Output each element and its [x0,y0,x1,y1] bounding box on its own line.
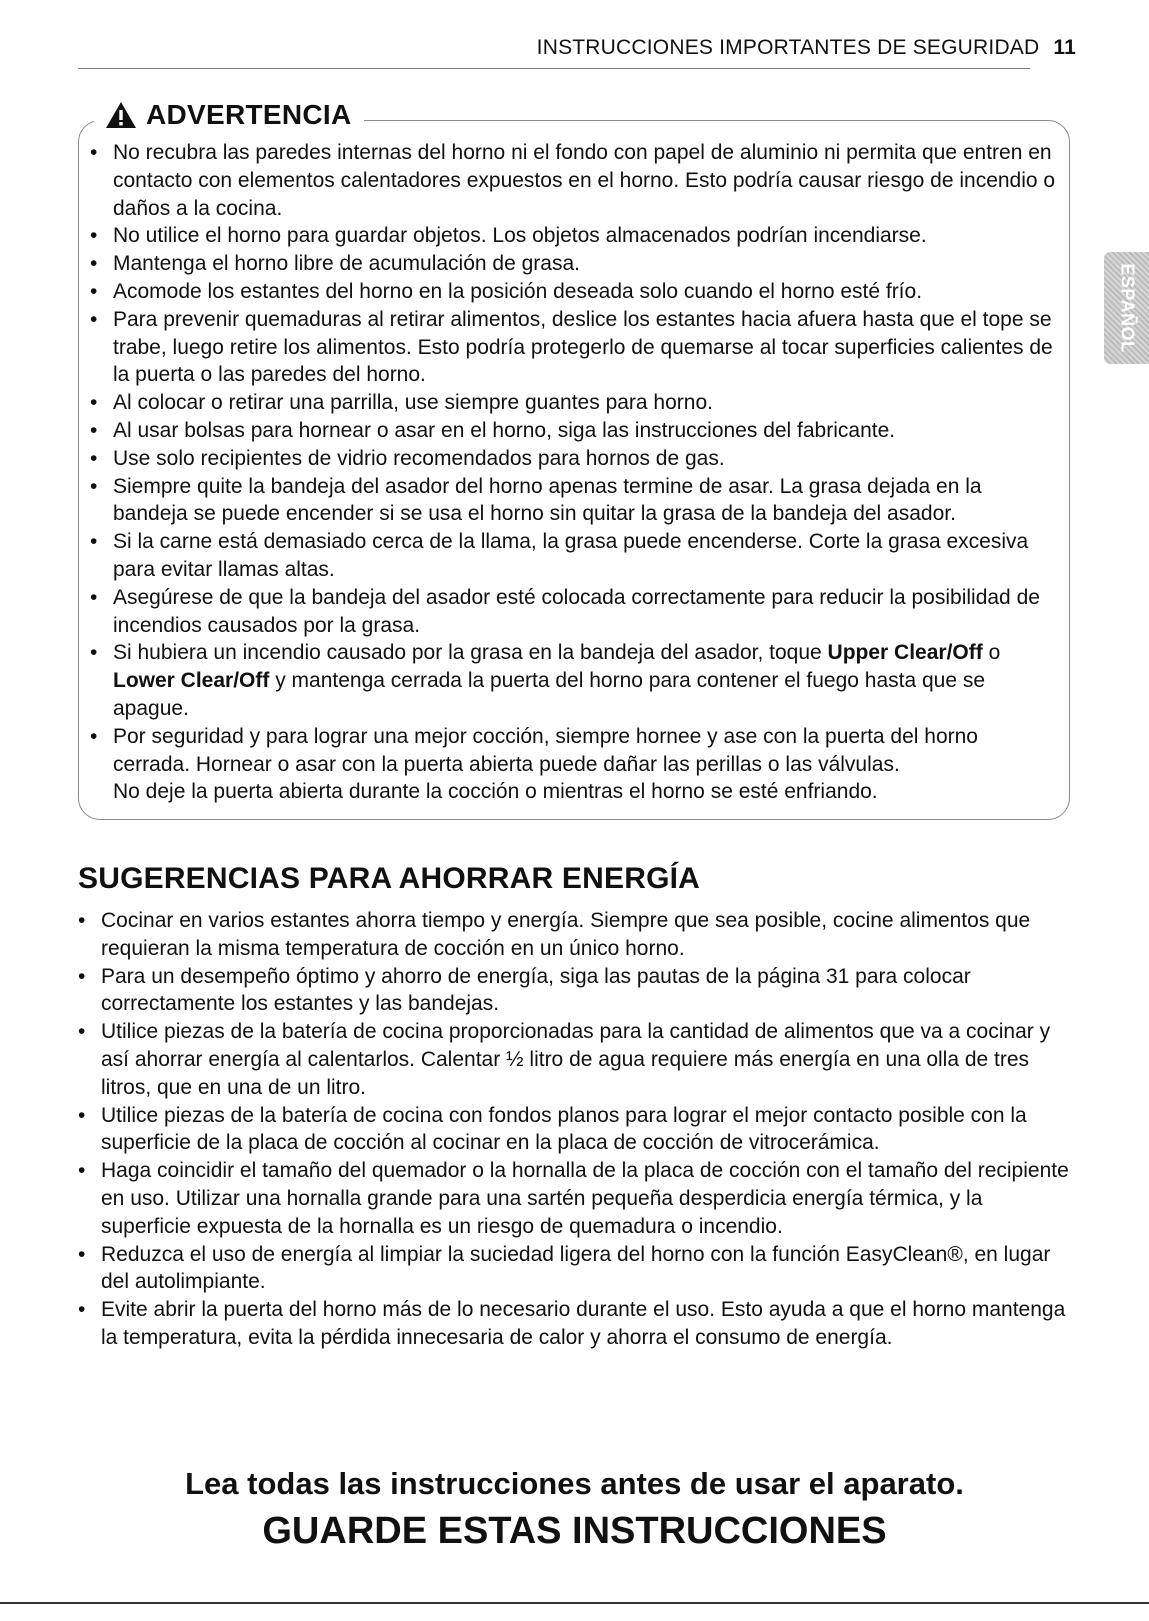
warning-item [90,222,1060,250]
header-rule [78,68,1030,69]
energy-tip-item: • Reduzca el uso de energía al limpiar la suciedad ligera del horno con la función EasyClean®, en lugar del autolimpiante. [78,1241,1078,1297]
warning-item-text: Al colocar o retirar una parrilla, use siempre guantes para horno. [113,391,713,415]
warning-item-text: Al usar bolsas para hornear o asar en el horno, siga las instrucciones del fabricante. [113,418,896,442]
bottom-rule [0,1602,1149,1604]
warning-item-text: Use solo recipientes de vidrio recomendados para hornos de gas. [113,446,725,470]
warning-item [90,723,1060,806]
warning-item [90,473,1060,529]
energy-tip-item: • Evite abrir la puerta del horno más de lo necesario durante el uso. Esto ayuda a que el horno mantenga la temperatura, evita la pérdida innecesaria de calor y ahorra el consumo de energía. [78,1296,1078,1352]
warning-item-text: Si hubiera un incendio causado por la grasa en la bandeja del asador, toque [113,641,828,665]
warning-heading [94,99,364,131]
energy-section-title: SUGERENCIAS PARA AHORRAR ENERGÍA [78,862,701,895]
energy-tip-item: • Haga coincidir el tamaño del quemador o la hornalla de la placa de cocción con el tamaño del recipiente en uso. Utilizar una hornalla grande para una sartén pequeña desperdicia energía térmica, y la superficie expuesta de la hornalla es un riesgo de quemadura o incendio. [78,1157,1078,1240]
page-header [78,36,1076,60]
warning-item [90,389,1060,417]
energy-tip-item: • Para un desempeño óptimo y ahorro de energía, siga las pautas de la página 31 para colocar correctamente los estantes y las bandejas. [78,963,1078,1019]
warning-triangle-icon [104,100,138,130]
warning-item [90,306,1060,389]
warning-item-text: Por seguridad y para lograr una mejor cocción, siempre hornee y ase con la puerta del horno cerrada. Hornear o asar con la puerta abierta puede dañar las perillas o las válvulas. [113,724,978,776]
warning-item-text: Mantenga el horno libre de acumulación de grasa. [113,252,580,276]
warning-item [90,445,1060,473]
warning-item-text: No utilice el horno para guardar objetos. Los objetos almacenados podrían incendiarse. [113,224,927,248]
save-instructions-note: GUARDE ESTAS INSTRUCCIONES [262,1510,887,1552]
warning-item-text: No deje la puerta abierta durante la cocción o mientras el horno se esté enfriando. [113,780,878,804]
warning-item [90,278,1060,306]
warning-item-text: Asegúrese de que la bandeja del asador esté colocada correctamente para reducir la posibilidad de incendios causados por la grasa. [113,585,1040,637]
lower-clear-off-label: Lower Clear/Off [113,669,270,693]
warning-item-text: o [982,641,1001,665]
warning-item-text: Acomode los estantes del horno en la posición deseada solo cuando el horno esté frío. [113,279,923,303]
upper-clear-off-label: Upper Clear/Off [827,641,983,665]
warning-list [90,139,1060,806]
warning-item-text: y mantenga cerrada la puerta del horno para contener el fuego hasta que se apague. [113,669,986,720]
energy-tip-item: • Cocinar en varios estantes ahorra tiempo y energía. Siempre que sea posible, cocine alimentos que requieran la misma temperatura de cocción en un único horno. [78,907,1078,963]
warning-item-text: No recubra las paredes internas del horno ni el fondo con papel de aluminio ni permita que entren en contacto con elementos calentadores expuestos en el horno. Esto podría causar riesgo de incendio o daños a la cocina. [113,141,1056,220]
language-tab [1104,252,1149,364]
warning-item [90,528,1060,584]
warning-item [90,639,1060,722]
warning-item-text: Para prevenir quemaduras al retirar alimentos, deslice los estantes hacia afuera hasta que el tope se trabe, luego retire los alimentos. Esto podría protegerlo de quemarse al tocar superficies calientes de la puerta o las paredes del horno. [113,307,1053,387]
warning-item-text: Siempre quite la bandeja del asador del horno apenas termine de asar. La grasa dejada en la bandeja se puede encender si se usa el horno sin quitar la grasa de la bandeja del asador. [113,474,982,526]
language-tab-label: ESPAÑOL [1117,263,1137,353]
warning-item-text: Si la carne está demasiado cerca de la llama, la grasa puede encenderse. Corte la grasa excesiva para evitar llamas altas. [113,530,1029,581]
energy-tips-list [78,907,1078,1352]
warning-title: ADVERTENCIA [146,99,352,130]
warning-item [90,250,1060,278]
read-instructions-note: Lea todas las instrucciones antes de usar el aparato. [185,1466,964,1501]
header-title: INSTRUCCIONES IMPORTANTES DE SEGURIDAD [536,36,1040,59]
warning-item [90,584,1060,640]
energy-tip-item: • Utilice piezas de la batería de cocina con fondos planos para lograr el mejor contacto posible con la superficie de la placa de cocción al cocinar en la placa de cocción de vitrocerámica. [78,1102,1078,1158]
warning-item [90,417,1060,445]
warning-item [90,139,1060,222]
page-number: 11 [1053,36,1076,59]
energy-tip-item: • Utilice piezas de la batería de cocina proporcionadas para la cantidad de alimentos que va a cocinar y así ahorrar energía al calentarlos. Calentar ½ litro de agua requiere más energía en una olla de tres litros, que en una de un litro. [78,1018,1078,1101]
